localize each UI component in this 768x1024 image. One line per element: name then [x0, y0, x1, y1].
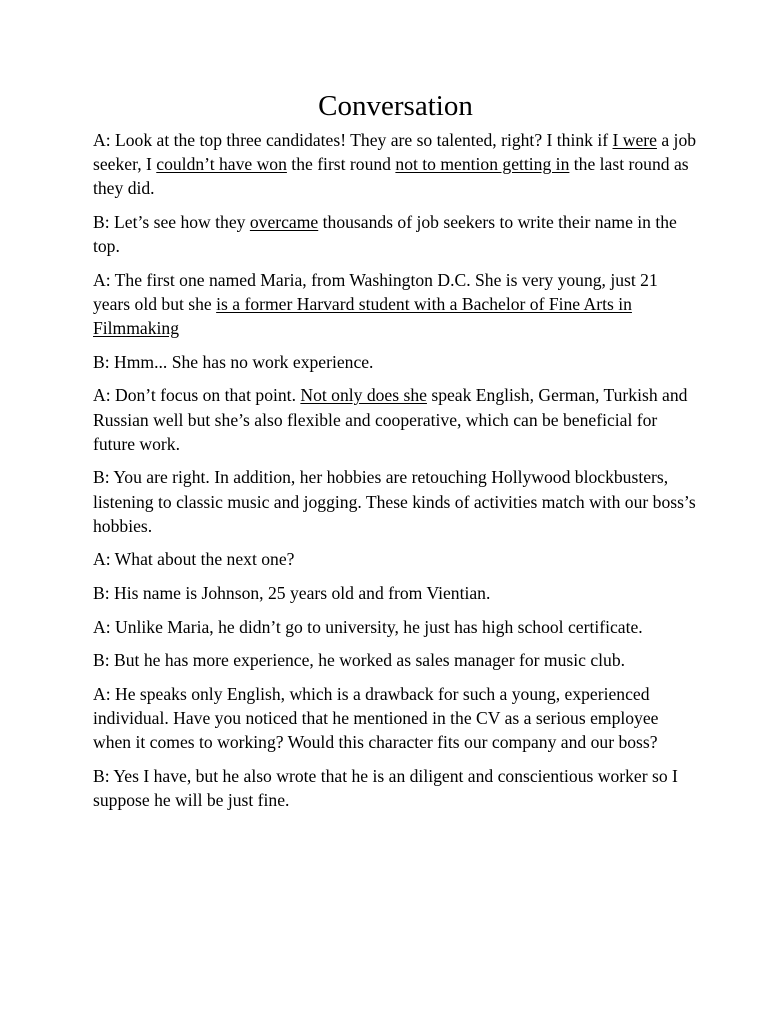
dialogue-text: B: Let’s see how they: [93, 212, 250, 232]
dialogue-turn: [93, 682, 698, 755]
dialogue-text: the last round as they did.: [93, 154, 689, 199]
dialogue-text: B: You are right. In addition, her hobbies are retouching Hollywood blockbusters, listening to classic music and jogging. These kinds of activities match with our boss’s hobbies.: [93, 467, 696, 536]
dialogue-turn: [93, 128, 698, 201]
dialogue-turn: [93, 210, 698, 258]
dialogue-turn: [93, 268, 698, 341]
dialogue-text: A: Unlike Maria, he didn’t go to university, he just has high school certificate.: [93, 616, 643, 637]
dialogue-turn: [93, 615, 698, 639]
underlined-phrase: I were: [612, 130, 657, 150]
underlined-phrase: not to mention getting in: [395, 154, 570, 175]
dialogue-turn: [93, 581, 698, 605]
dialogue-text: A: Don’t focus on that point.: [93, 385, 301, 406]
dialogue-text: B: But he has more experience, he worked as sales manager for music club.: [93, 650, 626, 671]
dialogue-turn: [93, 350, 698, 374]
dialogue-text: a job seeker, I: [93, 130, 697, 175]
underlined-phrase: overcame: [249, 212, 319, 232]
underlined-phrase: Not only does she: [300, 385, 427, 406]
dialogue-text: speak English, German, Turkish and Russian well but she’s also flexible and cooperative, which can be beneficial for future work.: [93, 385, 688, 454]
dialogue-turn: [93, 465, 698, 538]
dialogue-text: A: The first one named Maria, from Washington D.C. She is very young, just 21 years old but she: [93, 269, 658, 314]
dialogue-text: B: His name is Johnson, 25 years old and from Vientian.: [93, 582, 491, 603]
dialogue-text: B: Hmm... She has no work experience.: [93, 351, 374, 372]
dialogue-turn: [93, 648, 698, 672]
dialogue-turn: [93, 764, 698, 812]
underlined-phrase: is a former Harvard student with a Bachelor of Fine Arts in Filmmaking: [93, 294, 632, 339]
underlined-phrase: couldn’t have won: [156, 154, 287, 175]
dialogue-text: thousands of job seekers to write their name in the top.: [93, 212, 677, 257]
dialogue-text: A: He speaks only English, which is a drawback for such a young, experienced individual. Have you noticed that he mentioned in the CV as a serious employee when it comes to working? Would this character fits our company and our boss?: [93, 683, 659, 753]
dialogue-text: A: What about the next one?: [93, 549, 295, 570]
dialogue-text: the first round: [286, 154, 396, 175]
conversation-body: [93, 128, 698, 812]
page-title: Conversation: [318, 90, 473, 122]
dialogue-turn: [93, 547, 698, 571]
dialogue-turn: [93, 383, 698, 456]
dialogue-text: B: Yes I have, but he also wrote that he is an diligent and conscientious worker so I suppose he will be just fine.: [93, 765, 678, 810]
dialogue-text: A: Look at the top three candidates! They are so talented, right? I think if: [93, 130, 613, 150]
